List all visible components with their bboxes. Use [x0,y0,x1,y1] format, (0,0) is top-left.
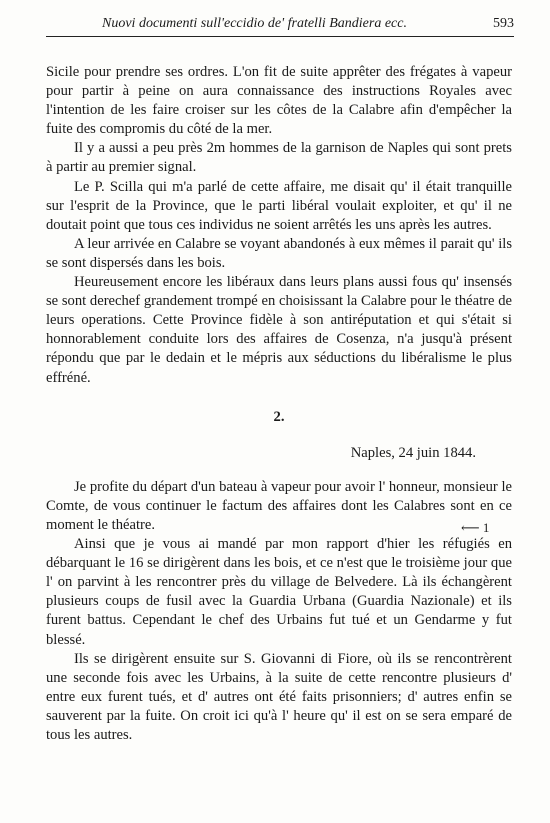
paragraph: Je profite du départ d'un bateau à vapeur pour avoir l' honneur, monsieur le Comte, de vous continuer le factum des affaires dont les Calabres sont en ce moment le théatre. [46,478,512,533]
paragraph: Le P. Scilla qui m'a parlé de cette affaire, me disait qu' il était tranquille sur l'esprit de la Province, que le parti libéral voulait exploiter, et qu' il ne doutait point que tous ces individus ne soient arrêtés les uns après les autres. [46,178,512,233]
paragraph: Sicile pour prendre ses ordres. L'on fit de suite apprêter des frégates à vapeur pour partir à peine on aura connaissance des instructions Royales avec l'intention de les faire croiser sur les côtes de la Calabre afin d'empêcher la fuite des compromis du côté de la mer. [46,64,512,138]
paragraph: A leur arrivée en Calabre se voyant abandonés à eux mêmes il parait qu' ils se sont dispersés dans les bois. [46,235,512,271]
paragraph: Ils se dirigèrent ensuite sur S. Giovanni di Fiore, où ils se rencontrèrent une seconde fois avec les Urbains, à la suite de cette rencontre plusieurs d' entre eux furent tués, et d' autres ont été faits prisonniers; d' autres enfin se sauverent par la fuite. On croit ici qu'à l' heure qu' il est on se sera emparé de tous les autres. [46,650,512,743]
paragraph: Heureusement encore les libéraux dans leurs plans aussi fous qu' insensés se sont derechef grandement trompé en choisissant la Calabre pour le théatre de leurs operations. Cette Province fidèle à son antiréputation et qui s'était si honnorablement conduite lors des affaires de Cosenza, n'a jusqu'à présent répondu que par le dedain et le mépris aux séductions du libéralisme le plus effréné. [46,274,512,386]
paragraph: Il y a aussi a peu près 2m hommes de la garnison de Naples qui sont prets à partir au premier signal. [46,140,512,176]
running-title: Nuovi documenti sull'eccidio de' fratelli Bandiera ecc. [102,16,407,31]
dateline: Naples, 24 juin 1844. [350,444,476,461]
marginal-note-mark: ⟵ 1 [461,520,490,535]
section-number: 2. [273,408,285,425]
running-header [46,14,514,37]
page-number: 593 [493,16,514,31]
body-text [46,63,512,745]
paragraph: Ainsi que je vous ai mandé par mon rapport d'hier les réfugiés en débarquant le 16 se dirigèrent dans les bois, et ce n'est que le troisième jour que l' on parvint à les rencontrer près du village de Belvedere. Là ils échangèrent plusieurs coups de fusil avec la Guardia Urbana (Guardia Nazionale) et ils furent battus. Cependant le chef des Urbains fut tué et un Gendarme y fut blessé. [46,536,512,648]
